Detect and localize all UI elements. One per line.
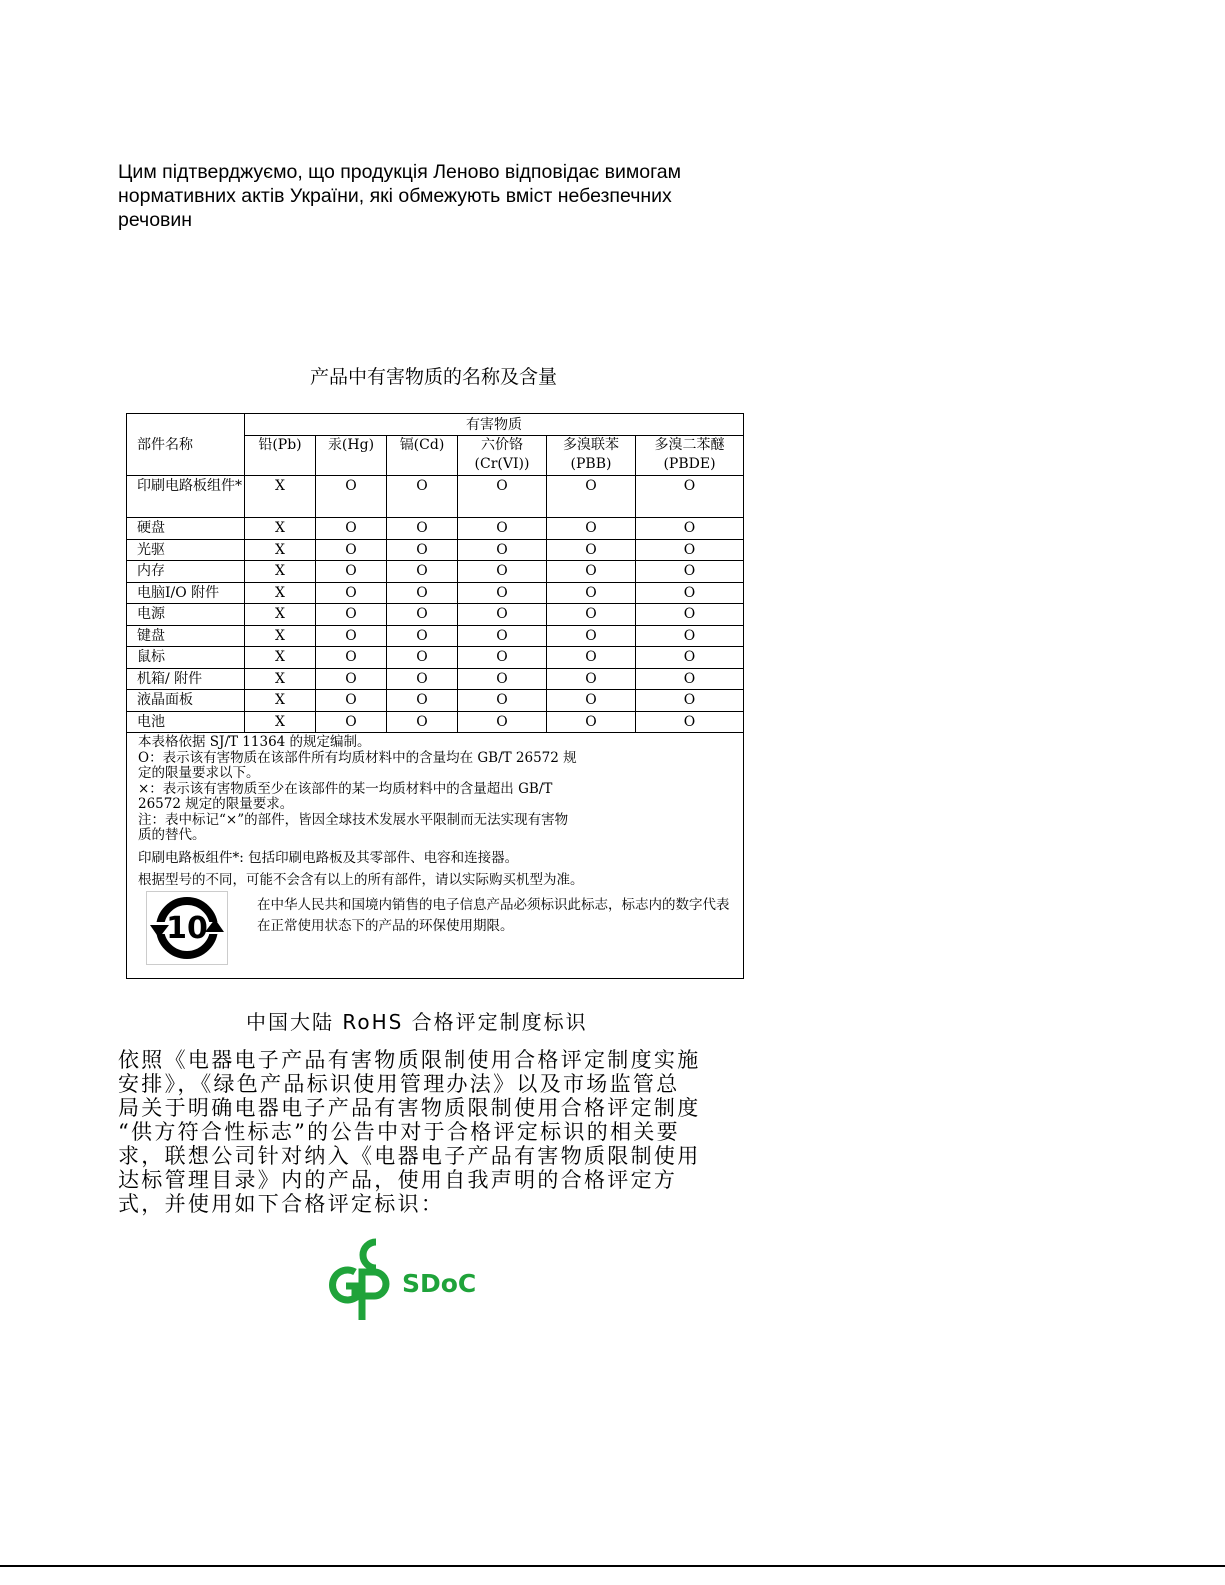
- substance-value-cell: O: [547, 561, 636, 583]
- substance-value-cell: X: [245, 476, 316, 518]
- substance-value-cell: X: [245, 604, 316, 626]
- substance-value-cell: X: [245, 582, 316, 604]
- hazardous-substances-header: 有害物质: [245, 414, 744, 436]
- rohs-paragraph-line: 达标管理目录》内的产品，使用自我声明的合格评定方: [118, 1168, 678, 1192]
- substance-value-cell: O: [636, 476, 744, 518]
- table-row: [127, 668, 744, 690]
- substance-value-cell: O: [387, 625, 458, 647]
- substance-value-cell: O: [316, 476, 387, 518]
- note-line: 定的限量要求以下。: [138, 765, 260, 781]
- substance-value-cell: O: [636, 561, 744, 583]
- substance-value-cell: O: [636, 582, 744, 604]
- substance-value-cell: O: [458, 604, 547, 626]
- part-name-cell: 液晶面板: [127, 690, 245, 712]
- table-row: [127, 625, 744, 647]
- rohs-paragraph-line: 求，联想公司针对纳入《电器电子产品有害物质限制使用: [118, 1144, 701, 1168]
- ukrainian-statement-line: речовин: [118, 209, 193, 231]
- table-row: [127, 518, 744, 540]
- substance-value-cell: X: [245, 647, 316, 669]
- table-row: [127, 561, 744, 583]
- substance-value-cell: X: [245, 690, 316, 712]
- part-name-cell: 内存: [127, 561, 245, 583]
- substance-value-cell: O: [316, 561, 387, 583]
- substance-value-cell: O: [387, 604, 458, 626]
- rohs-paragraph-line: “供方符合性标志”的公告中对于合格评定标识的相关要: [118, 1120, 680, 1144]
- notes-block: [138, 735, 728, 891]
- sdoc-logo: [322, 1232, 482, 1324]
- ukrainian-statement-line: нормативних актів України, які обмежують вміст небезпечних: [118, 185, 672, 207]
- rohs-paragraph-line: 局关于明确电器电子产品有害物质限制使用合格评定制度: [118, 1096, 701, 1120]
- substance-value-cell: O: [316, 711, 387, 733]
- table-row: [127, 711, 744, 733]
- rohs-paragraph-line: 式，并使用如下合格评定标识：: [118, 1192, 445, 1216]
- substance-value-cell: O: [387, 476, 458, 518]
- note-line: 注：表中标记“×”的部件，皆因全球技术发展水平限制而无法实现有害物: [138, 811, 569, 828]
- substance-value-cell: X: [245, 518, 316, 540]
- page-bottom-rule: [0, 1565, 1225, 1567]
- substance-value-cell: X: [245, 625, 316, 647]
- substance-value-cell: O: [387, 690, 458, 712]
- part-name-cell: 印刷电路板组件*: [127, 476, 245, 518]
- substance-header-pbb: 多溴联苯 (PBB): [547, 436, 636, 476]
- substance-value-cell: O: [547, 668, 636, 690]
- substance-value-cell: O: [547, 690, 636, 712]
- substance-value-cell: O: [458, 539, 547, 561]
- substance-value-cell: O: [458, 690, 547, 712]
- substance-value-cell: O: [547, 711, 636, 733]
- substance-value-cell: O: [316, 582, 387, 604]
- substance-value-cell: O: [387, 561, 458, 583]
- sdoc-label: SDoC: [402, 1269, 477, 1298]
- substance-value-cell: O: [458, 476, 547, 518]
- table-row: [127, 582, 744, 604]
- part-name-cell: 硬盘: [127, 518, 245, 540]
- part-name-cell: 光驱: [127, 539, 245, 561]
- substance-value-cell: O: [458, 582, 547, 604]
- hazardous-substances-table: [126, 413, 744, 979]
- part-name-cell: 电池: [127, 711, 245, 733]
- note-line: O：表示该有害物质在该部件所有均质材料中的含量均在 GB/T 26572 规: [138, 749, 577, 766]
- rohs-paragraph: [118, 1048, 730, 1216]
- efup-logo: [146, 891, 228, 965]
- efup-number: 10: [166, 911, 208, 946]
- substance-value-cell: O: [387, 668, 458, 690]
- pcba-note: 印刷电路板组件*: 包括印刷电路板及其零部件、电容和连接器。: [138, 849, 519, 866]
- part-name-cell: 电源: [127, 604, 245, 626]
- substance-value-cell: O: [316, 604, 387, 626]
- efup-recycle-icon: [147, 892, 227, 964]
- substance-value-cell: X: [245, 539, 316, 561]
- substance-value-cell: O: [316, 647, 387, 669]
- substance-value-cell: O: [316, 668, 387, 690]
- substance-value-cell: O: [316, 690, 387, 712]
- substance-value-cell: O: [547, 625, 636, 647]
- model-note: 根据型号的不同，可能不会含有以上的所有部件，请以实际购买机型为准。: [138, 871, 584, 888]
- substance-value-cell: O: [636, 518, 744, 540]
- part-name-cell: 电脑I/O 附件: [127, 582, 245, 604]
- table-row: [127, 690, 744, 712]
- substance-value-cell: O: [547, 476, 636, 518]
- substance-value-cell: O: [636, 690, 744, 712]
- substance-value-cell: O: [636, 539, 744, 561]
- table-row: [127, 476, 744, 518]
- substance-header-pbde: 多溴二苯醚 (PBDE): [636, 436, 744, 476]
- rohs-paragraph-line: 安排》，《绿色产品标识使用管理办法》以及市场监管总: [118, 1072, 680, 1096]
- rohs-section-title: 中国大陆 RoHS 合格评定制度标识: [246, 1010, 588, 1034]
- substance-value-cell: O: [316, 539, 387, 561]
- ukrainian-statement-line: Цим підтверджуємо, що продукція Леново відповідає вимогам: [118, 161, 682, 183]
- ukrainian-statement: [118, 160, 718, 232]
- substance-value-cell: O: [387, 711, 458, 733]
- substance-value-cell: X: [245, 711, 316, 733]
- substance-header-cr6: 六价铬 (Cr(VI)): [458, 436, 547, 476]
- substance-value-cell: X: [245, 561, 316, 583]
- substance-header-hg: 汞(Hg): [316, 436, 387, 476]
- substance-value-cell: O: [636, 711, 744, 733]
- substance-value-cell: O: [636, 604, 744, 626]
- substance-value-cell: O: [387, 539, 458, 561]
- substance-value-cell: O: [547, 518, 636, 540]
- part-name-header: 部件名称: [127, 414, 245, 476]
- substance-value-cell: O: [636, 647, 744, 669]
- substance-value-cell: O: [547, 647, 636, 669]
- table-row: [127, 604, 744, 626]
- substance-value-cell: O: [458, 668, 547, 690]
- part-name-cell: 机箱/ 附件: [127, 668, 245, 690]
- table-row: [127, 539, 744, 561]
- substance-value-cell: O: [547, 539, 636, 561]
- substance-value-cell: O: [458, 625, 547, 647]
- substance-value-cell: O: [387, 647, 458, 669]
- substance-value-cell: O: [547, 582, 636, 604]
- substance-header-cd: 镉(Cd): [387, 436, 458, 476]
- note-line: 质的替代。: [138, 827, 206, 843]
- substance-value-cell: O: [636, 625, 744, 647]
- note-line: ×：表示该有害物质至少在该部件的某一均质材料中的含量超出 GB/T: [138, 780, 553, 797]
- substance-value-cell: O: [387, 518, 458, 540]
- table-notes: [127, 733, 744, 979]
- part-name-cell: 鼠标: [127, 647, 245, 669]
- rohs-paragraph-line: 依照《电器电子产品有害物质限制使用合格评定制度实施: [118, 1048, 701, 1072]
- table-row: [127, 647, 744, 669]
- table-body: [127, 476, 744, 733]
- substance-value-cell: O: [458, 518, 547, 540]
- note-line: 26572 规定的限量要求。: [138, 796, 294, 812]
- substance-value-cell: O: [458, 561, 547, 583]
- substance-value-cell: O: [458, 711, 547, 733]
- hazardous-substances-table-title: 产品中有害物质的名称及含量: [310, 366, 558, 388]
- substance-value-cell: O: [316, 518, 387, 540]
- substance-header-pb: 铅(Pb): [245, 436, 316, 476]
- substance-value-cell: O: [636, 668, 744, 690]
- part-name-cell: 键盘: [127, 625, 245, 647]
- efup-description: 在中华人民共和国境内销售的电子信息产品必须标识此标志，标志内的数字代表在正常使用状态下的产品的环保使用期限。: [257, 897, 730, 934]
- substance-value-cell: O: [458, 647, 547, 669]
- substance-value-cell: X: [245, 668, 316, 690]
- substance-value-cell: O: [316, 625, 387, 647]
- substance-value-cell: O: [547, 604, 636, 626]
- substance-value-cell: O: [387, 582, 458, 604]
- note-line: 本表格依据 SJ/T 11364 的规定编制。: [138, 734, 371, 750]
